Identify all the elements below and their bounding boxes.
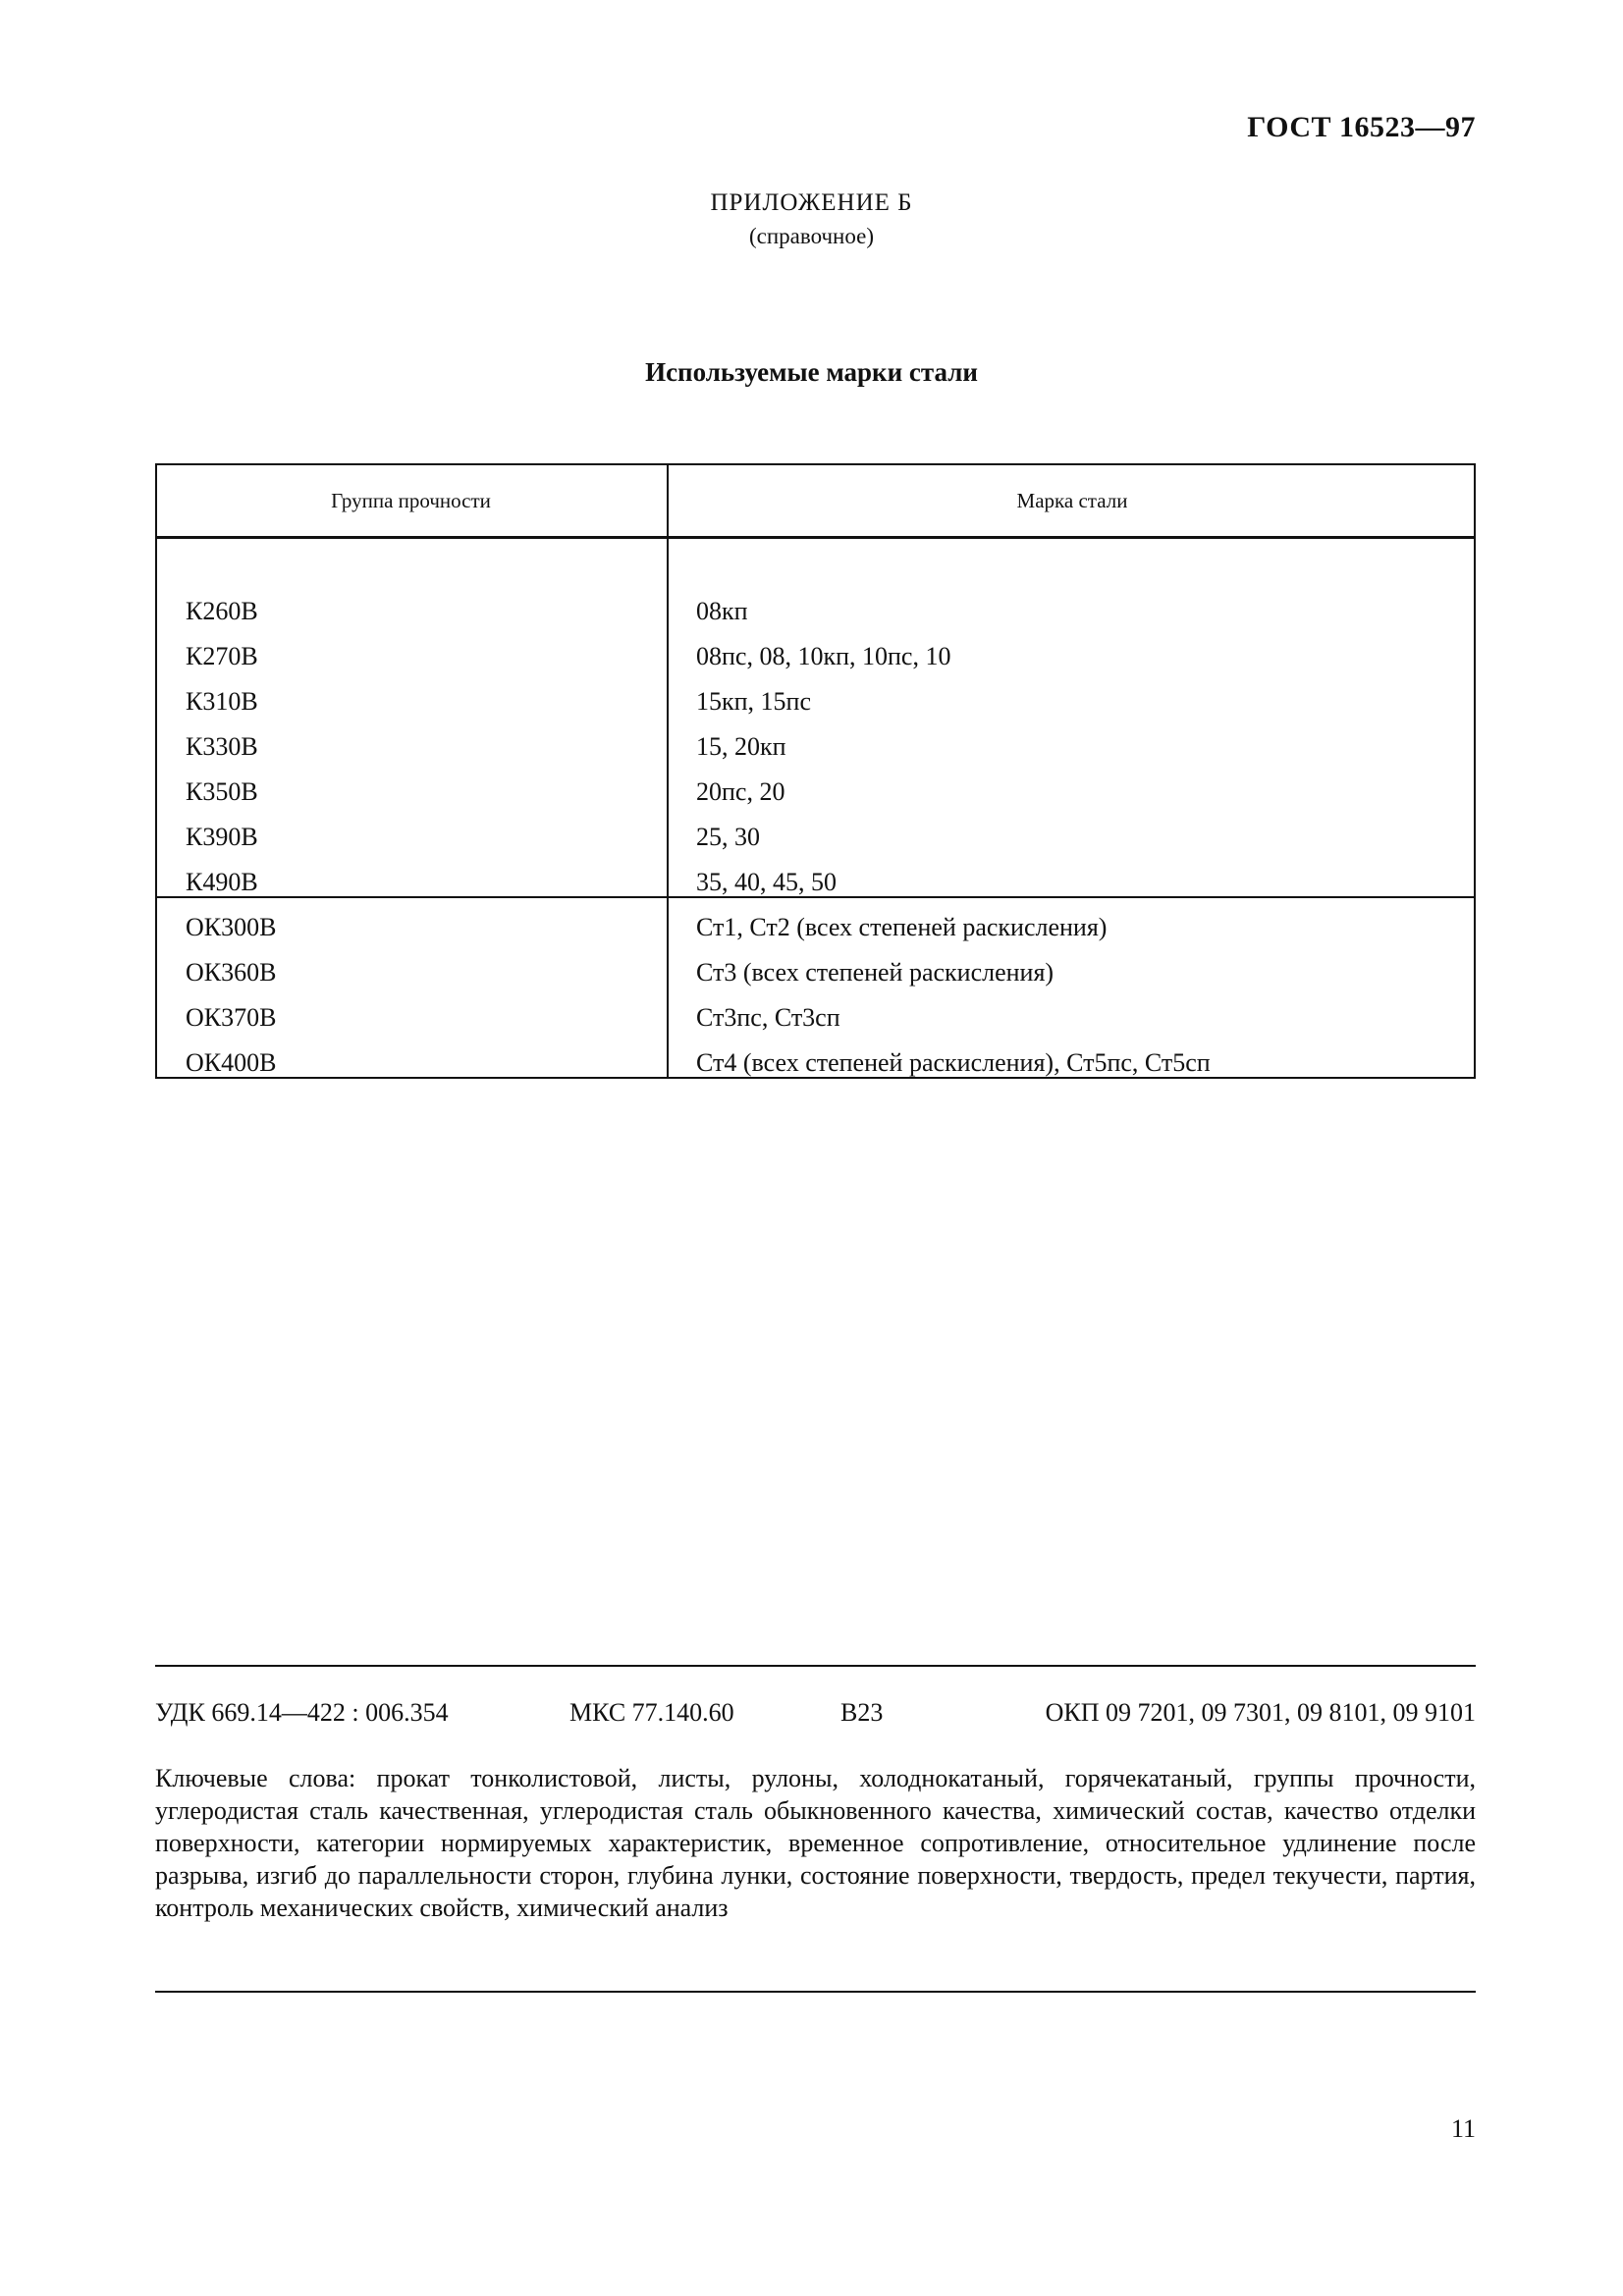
page-number: 11 (1450, 2114, 1476, 2143)
appendix-title: ПРИЛОЖЕНИЕ Б (710, 189, 913, 216)
steel-grade-cell: Ст3пс, Ст3сп (696, 1003, 840, 1032)
strength-group-cell: К490В (186, 868, 258, 896)
strength-group-cell: ОК300В (186, 913, 277, 941)
strength-group-cell: ОК400В (186, 1048, 277, 1077)
appendix-subtitle: (справочное) (748, 224, 875, 248)
document-code: ГОСТ 16523—97 (1247, 111, 1476, 143)
strength-group-cell: ОК370В (186, 1003, 277, 1032)
strength-group-cell: ОК360В (186, 958, 277, 987)
mks-code: МКС 77.140.60 (569, 1698, 734, 1727)
steel-grade-cell: 25, 30 (696, 823, 760, 851)
strength-group-cell: К350В (186, 777, 258, 806)
column-header-strength-group: Группа прочности (331, 489, 491, 512)
okp-code: ОКП 09 7201, 09 7301, 09 8101, 09 9101 (1045, 1698, 1476, 1727)
group-code: В23 (840, 1698, 884, 1727)
strength-group-cell: К390В (186, 823, 258, 851)
steel-grade-cell: 35, 40, 45, 50 (696, 868, 837, 896)
classification-top-rule (155, 1665, 1476, 1667)
column-header-steel-grade: Марка стали (1016, 489, 1128, 512)
steel-grade-cell: 15кп, 15пс (696, 687, 811, 716)
steel-grade-cell: 08пс, 08, 10кп, 10пс, 10 (696, 642, 951, 670)
steel-grade-cell: 15, 20кп (696, 732, 786, 761)
udk-code: УДК 669.14—422 : 006.354 (155, 1698, 449, 1727)
steel-grade-cell: 20пс, 20 (696, 777, 785, 806)
steel-grade-cell: Ст3 (всех степеней раскисления) (696, 958, 1055, 987)
strength-group-cell: К310В (186, 687, 258, 716)
steel-grade-cell: 08кп (696, 597, 748, 625)
strength-group-cell: К330В (186, 732, 258, 761)
steel-grade-cell: Ст1, Ст2 (всех степеней раскисления) (696, 913, 1108, 941)
strength-group-cell: К270В (186, 642, 258, 670)
strength-group-cell: К260В (186, 597, 258, 625)
table-header-divider (155, 536, 1476, 539)
keywords-paragraph: Ключевые слова: прокат тонколистовой, листы, рулоны, холоднокатаный, горячекатаный, группы прочности, углеродистая сталь качественная, углеродистая сталь обыкновенного качества, химический состав, качество отделки поверхности, категории нормируемых характеристик, временное сопротивление, относительное удлинение после разрыва, изгиб до параллельности сторон, глубина лунки, состояние поверхности, твердость, предел текучести, партия, контроль механических свойств, химический анализ (155, 1764, 1476, 1922)
table-title: Используемые марки стали (645, 357, 978, 387)
table-column-divider (667, 463, 669, 1079)
classification-bottom-rule (155, 1991, 1476, 1993)
steel-grade-cell: Ст4 (всех степеней раскисления), Ст5пс, Ст5сп (696, 1048, 1211, 1077)
